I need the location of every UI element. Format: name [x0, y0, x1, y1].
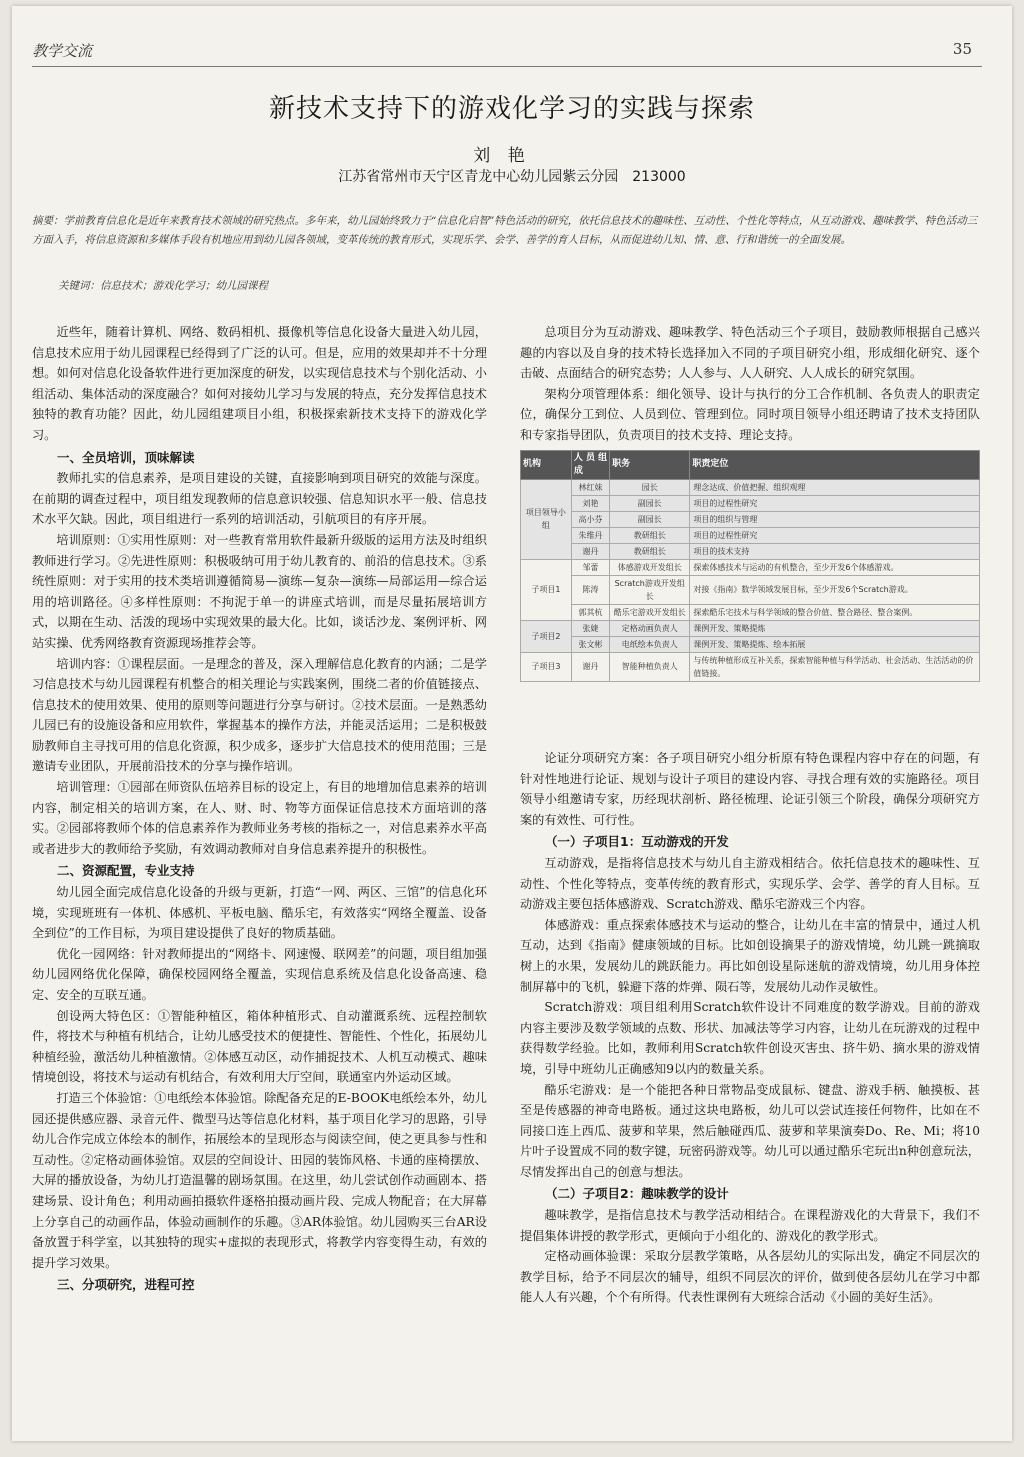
right-column-top	[520, 322, 980, 688]
table-header-row	[521, 450, 980, 479]
abstract: 摘要：学前教育信息化是近年来教育技术领域的研究热点。多年来，幼儿园始终致力于“信息化启智”特色活动的研究，依托信息技术的趣味性、互动性、个性化等特点，从互动游戏、趣味教学、特色活动三方面入手，将信息资源和多媒体手段有机地应用到幼儿园各领域，变革传统的教育形式，实现乐学、会学、善学的育人目标，从而促进幼儿知、情、意、行和谐统一的全面发展。	[32, 215, 978, 246]
paragraph: 体感游戏：重点探索体感技术与运动的整合，让幼儿在丰富的情景中，通过人机互动，达到《指南》健康领域的目标。比如创设摘果子的游戏情境，幼儿跳一跳摘取树上的水果，发展幼儿的跳跃能力。再比如创设星际迷航的游戏情境，幼儿用身体控制屏幕中的飞机，躲避下落的炸弹、陨石等，发展幼儿动作灵敏性。	[520, 917, 980, 994]
table-row	[521, 575, 980, 604]
table-cell: 刘艳	[571, 495, 609, 511]
table-row	[521, 620, 980, 636]
table-cell: 项目的过程性研究	[690, 495, 980, 511]
table-cell: 子项目1	[521, 559, 572, 620]
table-header-cell: 职责定位	[690, 450, 980, 479]
table-row	[521, 652, 980, 681]
table-cell: 酷乐宅游戏开发组长	[610, 604, 690, 620]
table-cell: 谢丹	[571, 543, 609, 559]
table-cell: 教研组长	[610, 543, 690, 559]
table-cell: 项目的过程性研究	[690, 527, 980, 543]
section-heading: （一）子项目1：互动游戏的开发	[545, 834, 729, 850]
paragraph: 架构分项管理体系：细化领导、设计与执行的分工合作机制、各负责人的职责定位，确保分工到位、人员到位、管理到位。同时项目领导小组还聘请了技术支持团队和专家指导团队，负责项目的技术支持、理论支持。	[520, 386, 980, 442]
table-cell: 朱维丹	[571, 527, 609, 543]
table-cell: 课例开发、策略提炼	[690, 620, 980, 636]
paragraph: 教师扎实的信息素养，是项目建设的关键，直接影响到项目研究的效能与深度。在前期的调查过程中，项目组发现教师的信息意识较强、信息知识水平一般、信息技术水平欠缺。因此，项目组进行一系列的培训活动，引航项目的有序开展。	[32, 471, 487, 527]
author: 刘 艳	[473, 146, 531, 166]
paragraph: 培训原则：①实用性原则：对一些教育常用软件最新升级版的运用方法及时组织教师进行学习。②先进性原则：积极吸纳可用于幼儿教育的、前沿的信息技术。③系统性原则：对于实用的技术类培训遵循简易—演练—复杂—演练—局部运用—综合运用的培训路径。④多样性原则：不拘泥于单一的讲座式培训，而是尽量拓展培训方式，以期在生动、活泼的现场中实现效果的最大化。比如，谈话沙龙、案例评析、网站实操、优秀网络教育资源现场推荐会等。	[32, 532, 487, 650]
table-cell: 郭其杭	[571, 604, 609, 620]
page-number: 35	[952, 40, 972, 58]
paragraph: 互动游戏，是指将信息技术与幼儿自主游戏相结合。依托信息技术的趣味性、互动性、个性化等特点，变革传统的教育形式，实现乐学、会学、善学的育人目标。互动游戏主要包括体感游戏、Scratch游戏、酷乐宅游戏三个内容。	[520, 855, 980, 912]
article-title: 新技术支持下的游戏化学习的实践与探索	[268, 94, 755, 124]
table-cell: Scratch游戏开发组长	[610, 575, 690, 604]
table-row	[521, 511, 980, 527]
table-cell: 副园长	[610, 511, 690, 527]
table-row	[521, 559, 980, 575]
table-header-cell: 职务	[610, 450, 690, 479]
table-cell: 定格动画负责人	[610, 620, 690, 636]
table-cell: 高小芬	[571, 511, 609, 527]
paragraph: 定格动画体验课：采取分层教学策略，从各层幼儿的实际出发，确定不同层次的教学目标，给予不同层次的辅导，组织不同层次的评价，做到使各层幼儿在学习中都能人人有兴趣，个个有所得。代表性课例有大班综合活动《小圆的美好生活》。	[520, 1249, 980, 1305]
table-cell: 与传统种植形成互补关系，探索智能种植与科学活动、社会活动、生活活动的价值链接。	[690, 652, 980, 681]
table-header-cell: 机构	[521, 450, 572, 479]
table-cell: 探索体感技术与运动的有机整合，至少开发6个体感游戏。	[690, 559, 980, 575]
table-cell: 子项目2	[521, 620, 572, 652]
right-column-bottom	[520, 748, 980, 1308]
table-row	[521, 636, 980, 652]
table-row	[521, 604, 980, 620]
table-row	[521, 495, 980, 511]
table-cell: 电纸绘本负责人	[610, 636, 690, 652]
table-cell: 谢丹	[571, 652, 609, 681]
staff-table	[520, 450, 980, 682]
paragraph: 培训内容：①课程层面。一是理念的普及，深入理解信息化教育的内涵；二是学习信息技术与幼儿园课程有机整合的相关理论与实践案例，围绕二者的价值链接点、信息技术的使用效果、使用的原则等问题进行分享与研讨。②技术层面。一是熟悉幼儿园已有的设施设备和应用软件，掌握基本的操作方法，并能灵活运用；二是积极鼓励教师自主寻找可用的信息化资源，积少成多，逐步扩大信息技术的使用范围；三是邀请专业团队，开展前沿技术的分享与操作培训。	[32, 656, 487, 774]
paragraph: 酷乐宅游戏：是一个能把各种日常物品变成鼠标、键盘、游戏手柄、触摸板、甚至是传感器的神奇电路板。通过这块电路板，幼儿可以尝试连接任何物件，比如在不同接口连上西瓜、菠萝和苹果，然后触碰西瓜、菠萝和苹果演奏Do、Re、Mi；将10片叶子设置成不同的数字键，玩密码游戏等。幼儿可以通过酷乐宅玩出n种创意玩法，尽情发挥出自己的创意与想法。	[520, 1082, 980, 1179]
table-cell: 理念达成、价值把握、组织观理	[690, 479, 980, 495]
running-head: 教学交流	[32, 42, 93, 60]
section-heading: （二）子项目2：趣味教学的设计	[545, 1186, 729, 1202]
paragraph: 近些年，随着计算机、网络、数码相机、摄像机等信息化设备大量进入幼儿园，信息技术应用于幼儿园课程已经得到了广泛的认可。但是，应用的效果却并不十分理想。如何对信息化设备软件进行更加深度的研发，以实现信息技术与个别化活动、小组活动、集体活动的深度融合？如何对接幼儿学习与发展的特点，充分发挥信息技术独特的教育功能？因此，幼儿园组建项目小组，积极探索新技术支持下的游戏化学习。	[32, 325, 487, 442]
left-column	[32, 322, 487, 1296]
table-cell: 子项目3	[521, 652, 572, 681]
table-row	[521, 543, 980, 559]
paragraph: Scratch游戏：项目组利用Scratch软件设计不同难度的数学游戏。目前的游戏内容主要涉及数学领域的点数、形状、加减法等学习内容，让幼儿在玩游戏的过程中获得数学经验。比如，教师利用Scratch软件创设灭害虫、挤牛奶、摘水果的游戏情境，引导中班幼儿正确感知9以内的数量关系。	[520, 1000, 980, 1076]
keywords: 关键词：信息技术；游戏化学习；幼儿园课程	[58, 280, 268, 292]
section-heading: 一、全员培训，顶味解读	[57, 449, 195, 465]
header-rule	[32, 66, 982, 67]
table-cell: 邹蕾	[571, 559, 609, 575]
table-cell: 体感游戏开发组长	[610, 559, 690, 575]
paragraph: 创设两大特色区：①智能种植区，箱体种植形式、自动灌溉系统、远程控制软件，将技术与种植有机结合，让幼儿感受技术的便捷性、智能性、个性化，拓展幼儿种植经验，激活幼儿种植激情。②体感互动区，动作捕捉技术、人机互动模式、趣味情境创设，将技术与运动有机结合，有效利用大厅空间，联通室内外运动区域。	[32, 1008, 487, 1085]
table-row	[521, 479, 980, 495]
paper-page	[12, 6, 1012, 1441]
paragraph: 优化一园网络：针对教师提出的“网络卡、网速慢、联网差”的问题，项目组加强幼儿园网络优化保障，确保校园网络全覆盖，实现信息系统及信息化设备高速、稳定、安全的互联互通。	[32, 946, 487, 1002]
table-cell: 项目领导小组	[521, 479, 572, 559]
paragraph: 趣味教学，是指信息技术与教学活动相结合。在课程游戏化的大背景下，我们不提倡集体讲授的教学形式，更倾向于小组化的、游戏化的教学形式。	[520, 1208, 980, 1243]
paragraph: 打造三个体验馆：①电纸绘本体验馆。除配备充足的E-BOOK电纸绘本外，幼儿园还提供感应器、录音元件、微型马达等信息化材料，基于项目化学习的思路，引导幼儿合作完成立体绘本的制作，拓展绘本的呈现形态与阅读空间，使之更具参与性和互动性。②定格动画体验馆。双层的空间设计、田园的装饰风格、卡通的座椅摆放、大屏的播放设备，为幼儿打造温馨的剧场氛围。在这里，幼儿尝试创作动画剧本、搭建场景、设计角色；利用动画拍摄软件逐格拍摄动画片段、完成人物配音；在大屏幕上分享自己的动画作品，体验动画制作的乐趣。③AR体验馆。幼儿园购买三台AR设备放置于科学室，以其独特的现实+虚拟的表现形式，将教学内容变得生动，有效的提升学习效果。	[32, 1090, 487, 1270]
table-cell: 林红妹	[571, 479, 609, 495]
table-cell: 陈涛	[571, 575, 609, 604]
table-cell: 课例开发、策略提炼、绘本拓展	[690, 636, 980, 652]
table-cell: 智能种植负责人	[610, 652, 690, 681]
table-cell: 教研组长	[610, 527, 690, 543]
table-cell: 园长	[610, 479, 690, 495]
paragraph: 幼儿园全面完成信息化设备的升级与更新，打造“一网、两区、三馆”的信息化环境，实现班班有一体机、体感机、平板电脑、酷乐宅，有效落实“网络全覆盖、设备全到位”的工作目标，为项目建设提供了良好的物质基础。	[32, 885, 487, 941]
affiliation: 江苏省常州市天宁区青龙中心幼儿园紫云分园 213000	[338, 169, 686, 185]
paragraph: 论证分项研究方案：各子项目研究小组分析原有特色课程内容中存在的问题，有针对性地进行论证、规划与设计子项目的建设内容、寻找合理有效的实施路径。项目领导小组邀请专家，历经现状剖析、路径梳理、论证引领三个阶段，确保分项研究方案的有效性、可行性。	[520, 751, 980, 827]
table-header-cell: 人员组成	[571, 450, 609, 479]
table-cell: 张文彬	[571, 636, 609, 652]
section-heading: 三、分项研究，进程可控	[57, 1277, 195, 1293]
table-cell: 张婕	[571, 620, 609, 636]
table-cell: 项目的组织与管理	[690, 511, 980, 527]
paragraph: 培训管理：①园部在师资队伍培养目标的设定上，有目的地增加信息素养的培训内容，制定相关的培训方案，在人、财、时、物等方面保证信息技术方面培训的落实。②园部将教师个体的信息素养作为教师业务考核的指标之一，对信息素养水平高或者进步大的教师给予奖励，有效调动教师对自身信息素养提升的积极性。	[32, 780, 487, 856]
table-cell: 对接《指南》数学领域发展目标，至少开发6个Scratch游戏。	[690, 575, 980, 604]
table-cell: 副园长	[610, 495, 690, 511]
section-heading: 二、资源配置，专业支持	[57, 863, 195, 879]
table-row	[521, 527, 980, 543]
table-cell: 探索酷乐宅技术与科学领域的整合价值、整合路径、整合案例。	[690, 604, 980, 620]
table-cell: 项目的技术支持	[690, 543, 980, 559]
paragraph: 总项目分为互动游戏、趣味教学、特色活动三个子项目，鼓励教师根据自己感兴趣的内容以及自身的技术特长选择加入不同的子项目研究小组，形成细化研究、逐个击破、点面结合的研究态势；人人参与、人人研究、人人成长的研究氛围。	[520, 325, 980, 381]
